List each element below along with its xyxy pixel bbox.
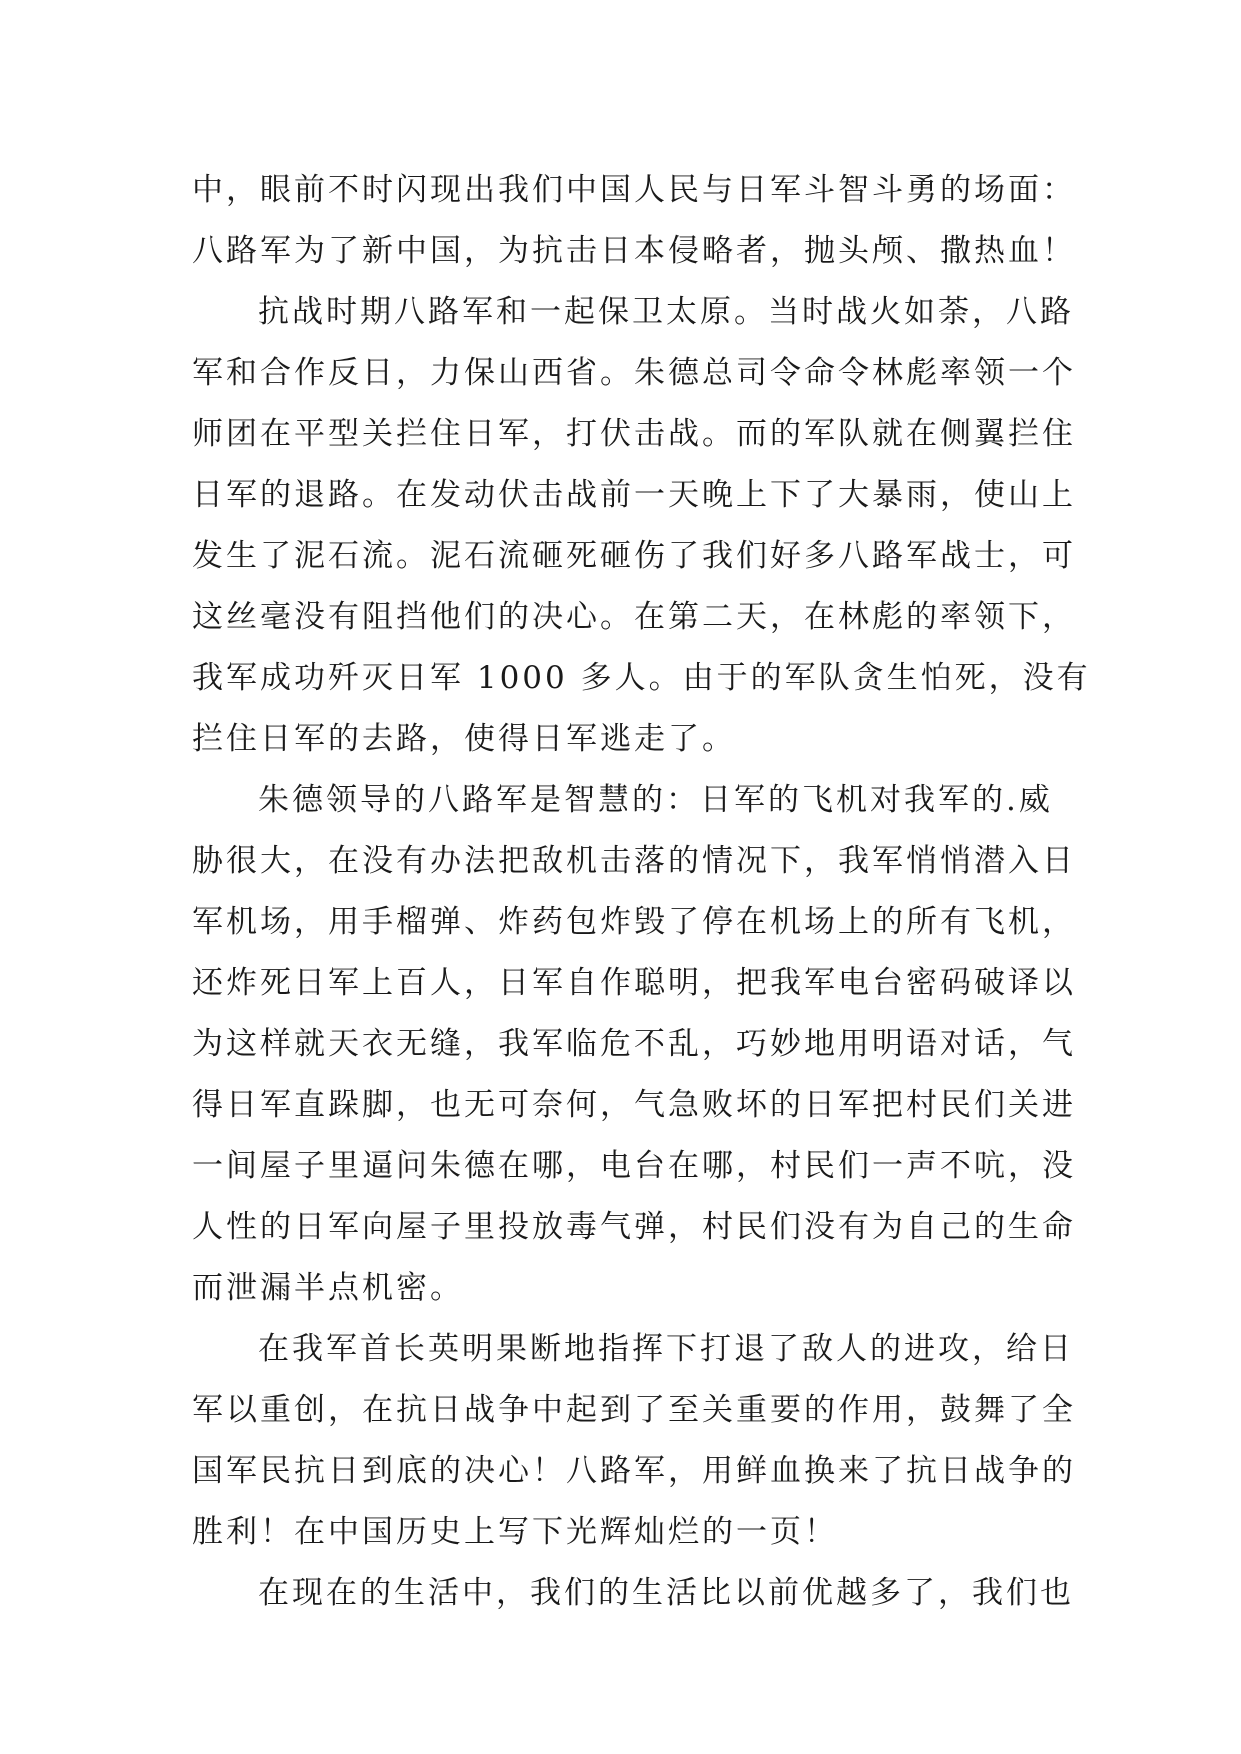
text-line: 军机场，用手榴弹、炸药包炸毁了停在机场上的所有飞机， (192, 904, 1076, 940)
text-line: 一间屋子里逼问朱德在哪，电台在哪，村民们一声不吭，没 (192, 1148, 1076, 1184)
text-line: 胁很大，在没有办法把敌机击落的情况下，我军悄悄潜入日 (192, 843, 1076, 879)
text-line: 军以重创，在抗日战争中起到了至关重要的作用，鼓舞了全 (192, 1392, 1076, 1428)
text-line: 得日军直跺脚，也无可奈何，气急败坏的日军把村民们关进 (192, 1087, 1076, 1123)
text-line: 我军成功歼灭日军 1000 多人。由于的军队贪生怕死，没有 (192, 660, 1091, 696)
text-line: 发生了泥石流。泥石流砸死砸伤了我们好多八路军战士，可 (192, 538, 1076, 574)
paragraph-start-line: 在我军首长英明果断地指挥下打退了敌人的进攻，给日 (258, 1331, 1074, 1367)
text-line: 还炸死日军上百人，日军自作聪明，把我军电台密码破译以 (192, 965, 1076, 1001)
text-line: 日军的退路。在发动伏击战前一天晚上下了大暴雨，使山上 (192, 477, 1076, 513)
document-body (192, 160, 1091, 1624)
text-line: 军和合作反日，力保山西省。朱德总司令命令林彪率领一个 (192, 355, 1076, 391)
text-line: 为这样就天衣无缝，我军临危不乱，巧妙地用明语对话，气 (192, 1026, 1076, 1062)
paragraph-start-line: 朱德领导的八路军是智慧的：日军的飞机对我军的.威 (258, 782, 1053, 818)
text-line: 国军民抗日到底的决心！八路军，用鲜血换来了抗日战争的 (192, 1453, 1076, 1489)
text-line: 八路军为了新中国，为抗击日本侵略者，抛头颅、撒热血！ (192, 233, 1076, 269)
text-line: 拦住日军的去路，使得日军逃走了。 (192, 721, 736, 757)
text-line: 胜利！在中国历史上写下光辉灿烂的一页！ (192, 1514, 838, 1550)
text-line: 中，眼前不时闪现出我们中国人民与日军斗智斗勇的场面： (192, 172, 1076, 208)
text-line: 而泄漏半点机密。 (192, 1270, 464, 1306)
text-line: 这丝毫没有阻挡他们的决心。在第二天，在林彪的率领下， (192, 599, 1076, 635)
text-line: 师团在平型关拦住日军，打伏击战。而的军队就在侧翼拦住 (192, 416, 1076, 452)
paragraph-start-line: 在现在的生活中，我们的生活比以前优越多了，我们也 (258, 1575, 1074, 1611)
text-line: 人性的日军向屋子里投放毒气弹，村民们没有为自己的生命 (192, 1209, 1076, 1245)
paragraph-start-line: 抗战时期八路军和一起保卫太原。当时战火如荼，八路 (258, 294, 1074, 330)
